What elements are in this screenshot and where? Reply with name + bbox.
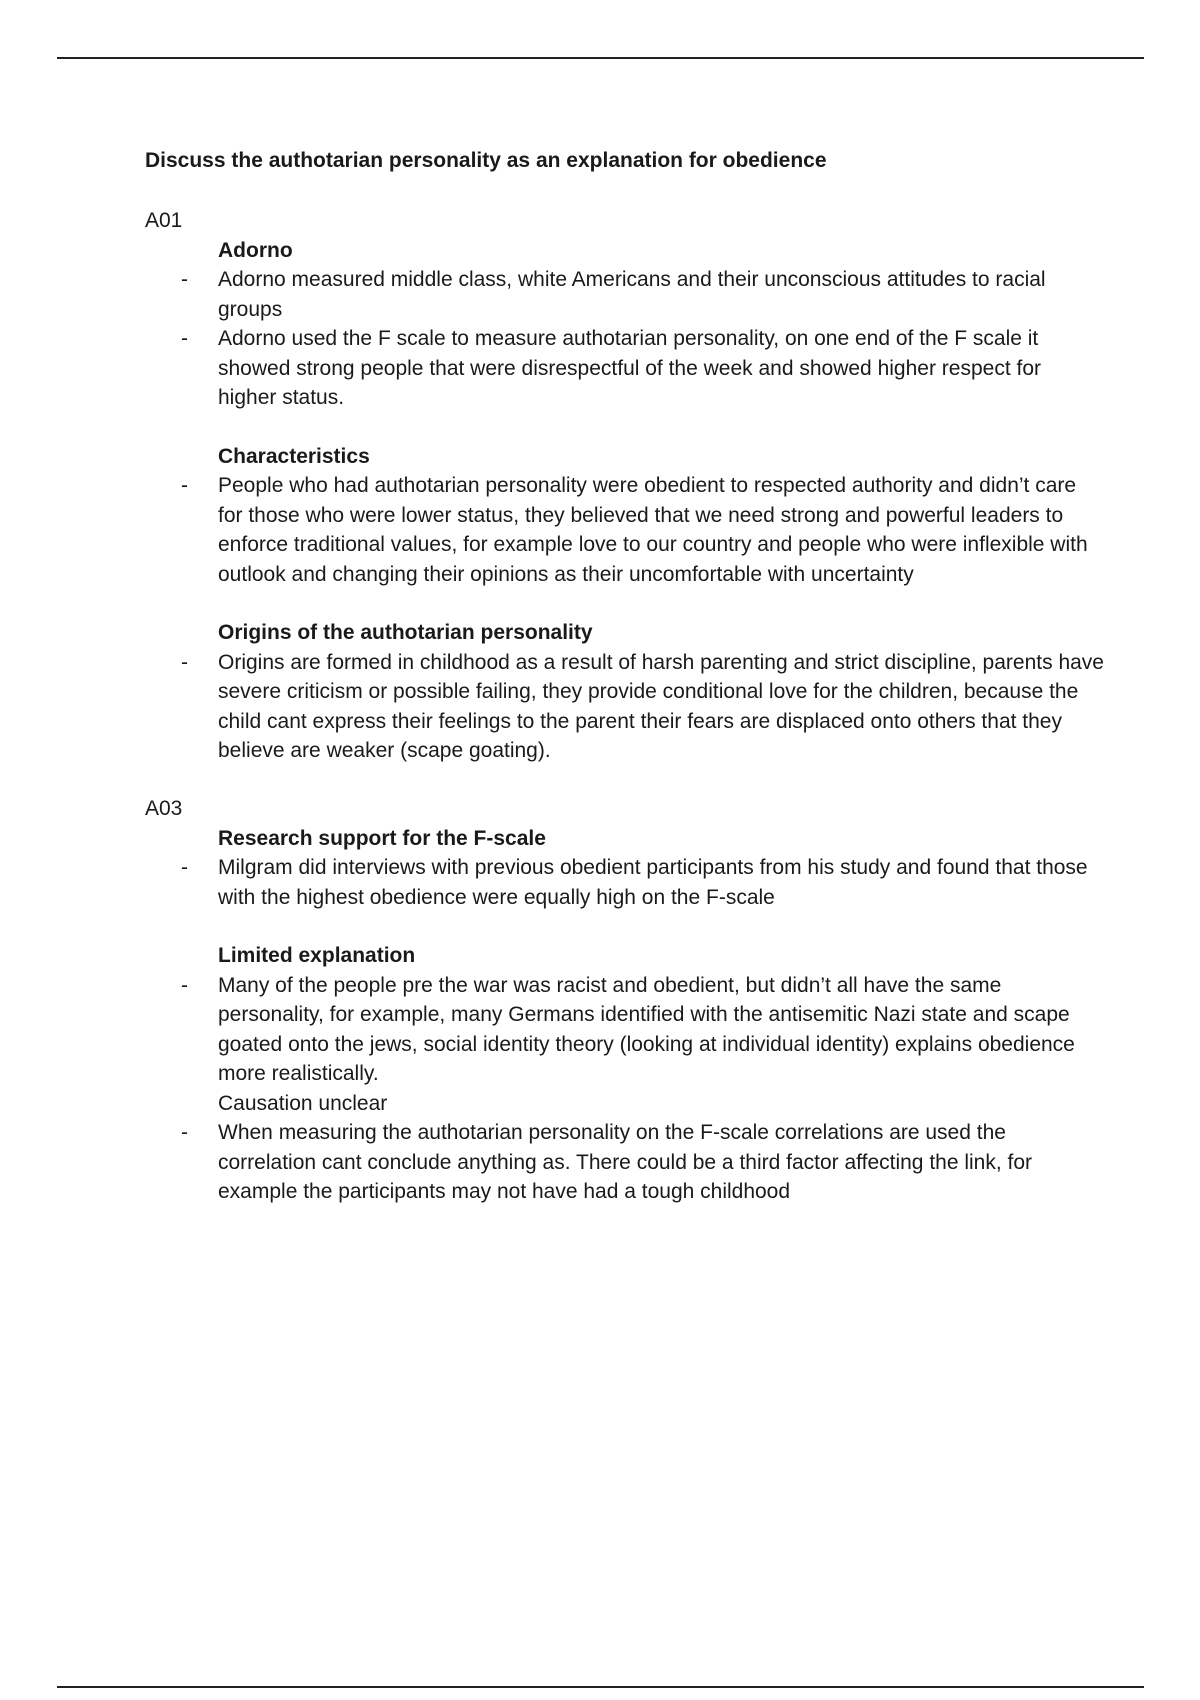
bullet-dash: - bbox=[181, 973, 188, 997]
list-item-text: Many of the people pre the war was racist and obedient, but didn’t all have the same personality, for example, many Germans identified with the antisemitic Nazi state and scape goated onto the jews, social identity theory (looking at individual identity) explains obedience more realistically. bbox=[218, 973, 1075, 1085]
section-label-a03: A03 bbox=[145, 796, 183, 820]
heading-research-support: Research support for the F-scale bbox=[218, 826, 546, 850]
subheading-causation-unclear: Causation unclear bbox=[218, 1091, 388, 1115]
document-body bbox=[145, 146, 1105, 1234]
bullet-dash: - bbox=[181, 474, 188, 497]
list-item-text: Origins are formed in childhood as a result of harsh parenting and strict discipline, parents have severe criticism or possible failing, they provide conditional love for the children, because the child cant express their feelings to the parent their fears are displaced onto others that they believe are weaker (scape goating). bbox=[218, 650, 1104, 762]
page-footer-rule bbox=[57, 1686, 1144, 1688]
list-item-text: When measuring the authotarian personality on the F-scale correlations are used the correlation cant conclude anything as. There could be a third factor affecting the link, for example the participants may not have had a tough childhood bbox=[218, 1121, 1033, 1203]
document-title: Discuss the authotarian personality as an explanation for obedience bbox=[145, 149, 827, 172]
bullet-dash: - bbox=[181, 327, 188, 350]
list-item bbox=[181, 471, 1105, 589]
heading-origins: Origins of the authotarian personality bbox=[218, 621, 593, 644]
list-item bbox=[181, 971, 1105, 1089]
bullet-dash: - bbox=[181, 1121, 188, 1144]
bullet-dash: - bbox=[181, 856, 188, 879]
bullet-dash: - bbox=[181, 268, 188, 291]
heading-characteristics: Characteristics bbox=[218, 444, 370, 468]
block-characteristics bbox=[145, 442, 1105, 590]
section-label-a01: A01 bbox=[145, 208, 183, 232]
block-origins bbox=[145, 618, 1105, 766]
list-item bbox=[181, 1118, 1105, 1207]
list-item bbox=[181, 853, 1105, 912]
list-item-text: Milgram did interviews with previous obedient participants from his study and found that those with the highest obedience were equally high on the F-scale bbox=[218, 856, 1088, 909]
list-item-text: Adorno used the F scale to measure authotarian personality, on one end of the F scale it showed strong people that were disrespectful of the week and showed higher respect for higher status. bbox=[218, 327, 1041, 409]
section-a01 bbox=[145, 205, 1105, 766]
block-adorno bbox=[145, 236, 1105, 413]
heading-adorno: Adorno bbox=[218, 238, 293, 262]
block-limited-explanation bbox=[145, 941, 1105, 1207]
heading-limited-explanation: Limited explanation bbox=[218, 944, 416, 967]
list-item bbox=[181, 265, 1105, 324]
list-item-text: Adorno measured middle class, white Americans and their unconscious attitudes to racial groups bbox=[218, 268, 1046, 321]
bullet-dash: - bbox=[181, 650, 188, 674]
list-item-text: People who had authotarian personality were obedient to respected authority and didn’t care for those who were lower status, they believed that we need strong and powerful leaders to enforce traditional values, for example love to our country and people who were inflexible with outlook and changing their opinions as their uncomfortable with uncertainty bbox=[218, 474, 1088, 586]
page-header-rule bbox=[57, 57, 1144, 59]
block-research-support bbox=[145, 824, 1105, 913]
list-item bbox=[181, 648, 1105, 766]
list-item bbox=[181, 324, 1105, 413]
section-a03 bbox=[145, 793, 1105, 1207]
